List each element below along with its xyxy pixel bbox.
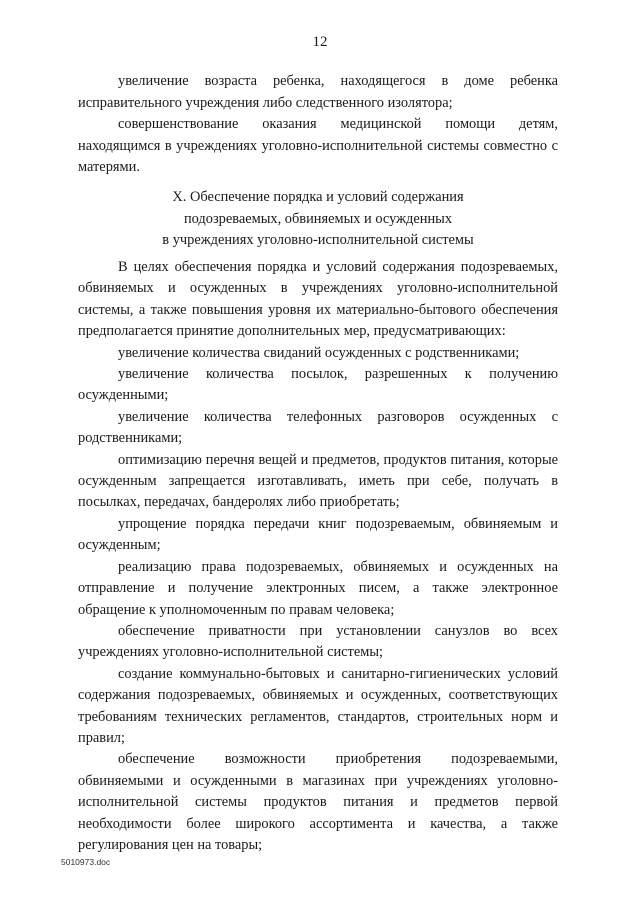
- list-item: увеличение количества свиданий осужденных с родственниками;: [118, 344, 520, 361]
- list-item: увеличение количества посылок, разрешенных к получению осужденными;: [78, 366, 558, 404]
- list-item: упрощение порядка передачи книг подозреваемым, обвиняемым и осужденным;: [78, 515, 558, 554]
- list-item: обеспечение возможности приобретения подозреваемыми, обвиняемыми и осужденными в магазинах при учреждениях уголовно-исполнительной системы продуктов питания и предметов первой необходимости более широкого ассортимента и качества, а также регулирования цен на товары;: [78, 751, 558, 853]
- footer-file-code: 5010973.doc: [61, 857, 111, 867]
- list-item: оптимизацию перечня вещей и предметов, продуктов питания, которые осужденным запрещается изготавливать, иметь при себе, получать в посылках, передачах, бандеролях либо приобретать;: [78, 451, 558, 511]
- intro-block: [78, 71, 558, 179]
- list-item: обеспечение приватности при установлении санузлов во всех учреждениях уголовно-исполнительной системы;: [78, 622, 558, 661]
- page-number: 12: [312, 34, 328, 50]
- paragraph: совершенствование оказания медицинской помощи детям, находящимся в учреждениях уголовно-исполнительной системы совместно с матерями.: [78, 116, 558, 176]
- section-heading-line: в учреждениях уголовно-исполнительной системы: [162, 232, 474, 249]
- paragraph: увеличение возраста ребенка, находящегося в доме ребенка исправительного учреждения либо следственного изолятора;: [78, 73, 558, 111]
- paragraph: В целях обеспечения порядка и условий содержания подозреваемых, обвиняемых и осужденных в учреждениях уголовно-исполнительной системы, а также повышения уровня их материально-бытового обеспечения предполагается принятие дополнительных мер, предусматривающих:: [78, 259, 558, 340]
- list-item: реализацию права подозреваемых, обвиняемых и осужденных на отправление и получение электронных писем, а также электронное обращение к уполномоченным по правам человека;: [78, 558, 558, 618]
- list-item: создание коммунально-бытовых и санитарно-гигиенических условий содержания подозреваемых, обвиняемых и осужденных, соответствующих требованиям технических регламентов, стандартов, строительных норм и правил;: [78, 665, 558, 746]
- list-item: увеличение количества телефонных разговоров осужденных с родственниками;: [78, 408, 558, 447]
- section-heading: [78, 187, 558, 252]
- section-body: [78, 257, 558, 856]
- section-heading-line: подозреваемых, обвиняемых и осужденных: [183, 210, 453, 227]
- section-heading-line: X. Обеспечение порядка и условий содержания: [172, 189, 464, 205]
